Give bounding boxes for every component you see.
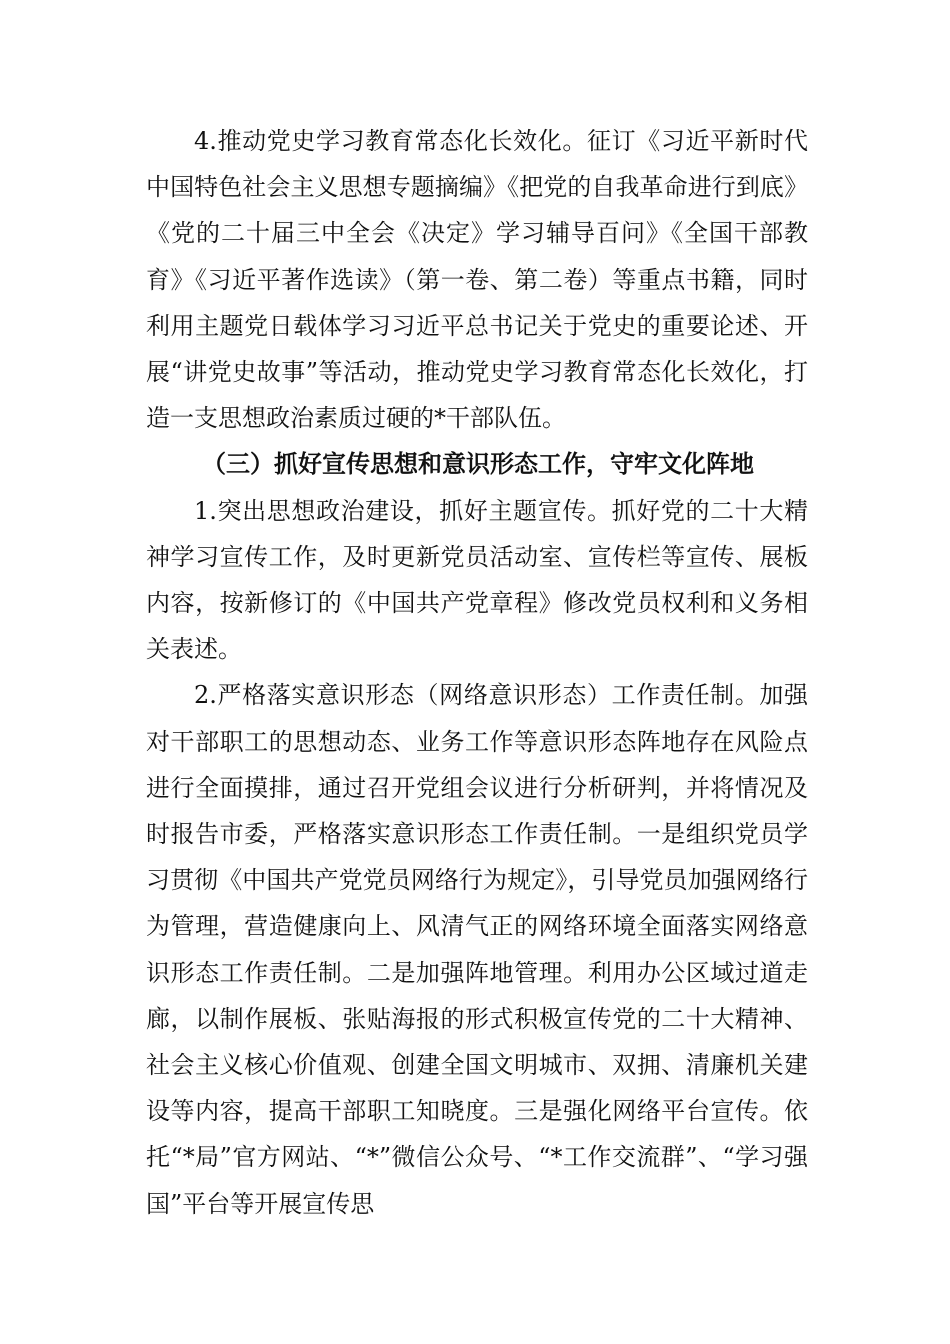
paragraph-party-history-study: 4.推动党史学习教育常态化长效化。征订《习近平新时代中国特色社会主义思想专题摘编》《把党的自我革命进行到底》《党的二十届三中全会《决定》学习辅导百问》《全国干部教育》《习近平著作选读》（第一卷、第二卷）等重点书籍，同时利用主题党日载体学习习近平总书记关于党史的重要论述、开展“讲党史故事”等活动，推动党史学习教育常态化长效化，打造一支思想政治素质过硬的*干部队伍。 <box>146 127 808 433</box>
section-heading-propaganda-ideology: （三）抓好宣传思想和意识形态工作，守牢文化阵地 <box>202 449 754 479</box>
paragraph-ideological-political-construction: 1.突出思想政治建设，抓好主题宣传。抓好党的二十大精神学习宣传工作，及时更新党员活动室、宣传栏等宣传、展板内容，按新修订的《中国共产党章程》修改党员权利和义务相关表述。 <box>146 496 808 664</box>
paragraph-ideology-responsibility-system: 2.严格落实意识形态（网络意识形态）工作责任制。加强对干部职工的思想动态、业务工作等意识形态阵地存在风险点进行全面摸排，通过召开党组会议进行分析研判，并将情况及时报告市委，严格落实意识形态工作责任制。一是组织党员学习贯彻《中国共产党党员网络行为规定》，引导党员加强网络行为管理，营造健康向上、风清气正的网络环境全面落实网络意识形态工作责任制。二是加强阵地管理。利用办公区域过道走廊，以制作展板、张贴海报的形式积极宣传党的二十大精神、社会主义核心价值观、创建全国文明城市、双拥、清廉机关建设等内容，提高干部职工知晓度。三是强化网络平台宣传。依托“*局”官方网站、“*”微信公众号、“*工作交流群”、“学习强国”平台等开展宣传思 <box>146 681 808 1218</box>
document-body <box>146 118 808 1227</box>
